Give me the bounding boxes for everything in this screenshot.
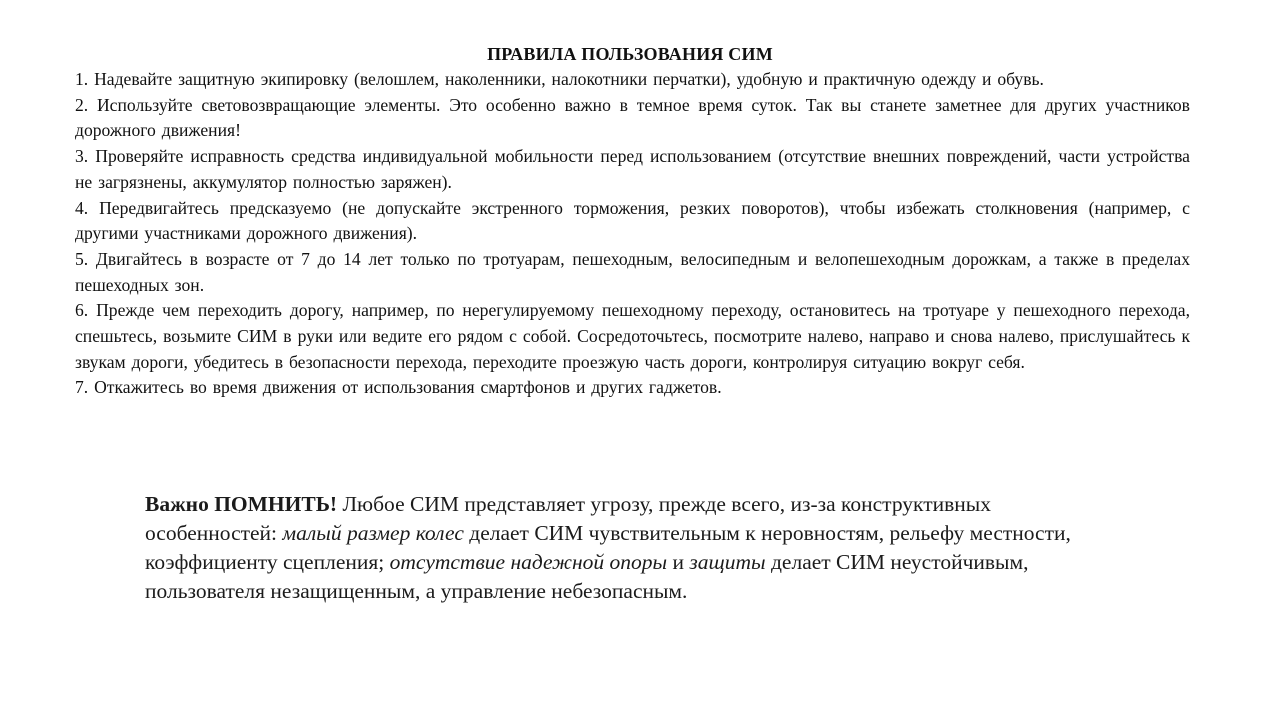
rule-item-2: 2. Используйте световозвращающие элементы. Это особенно важно в темное время суток. Так вы станете заметнее для других участников дорожного движения!: [75, 94, 1190, 141]
rule-item-1: 1. Надевайте защитную экипировку (велошлем, наколенники, налокотники перчатки), удобную и практичную одежду и обувь.: [75, 69, 1044, 89]
note-text-4: делает СИМ неустойчивым, пользователя незащищенным, а управление небезопасным.: [145, 550, 1029, 603]
important-note: [145, 490, 1100, 606]
note-italic-1: малый размер колес: [282, 521, 464, 545]
page-title: ПРАВИЛА ПОЛЬЗОВАНИЯ СИМ: [487, 44, 773, 64]
note-text-3: и: [667, 550, 690, 574]
note-italic-3: защиты: [689, 550, 766, 574]
note-text-1: Любое СИМ представляет угрозу, прежде всего, из-за конструктивных особенностей:: [145, 492, 991, 545]
note-italic-2: отсутствие надежной опоры: [389, 550, 668, 574]
note-lead: Важно ПОМНИТЬ!: [145, 492, 338, 516]
rules-list: [75, 67, 1190, 401]
rule-item-6: 6. Прежде чем переходить дорогу, например, по нерегулируемому пешеходному переходу, остановитесь на тротуаре у пешеходного перехода, спешьтесь, возьмите СИМ в руки или ведите его рядом с собой. Сосредоточьтесь, посмотрите налево, направо и снова налево, прислушайтесь к звукам дороги, убедитесь в безопасности перехода, переходите проезжую часть дороги, контролируя ситуацию вокруг себя.: [75, 300, 1190, 372]
rule-item-3: 3. Проверяйте исправность средства индивидуальной мобильности перед использованием (отсутствие внешних повреждений, части устройства не загрязнены, аккумулятор полностью заряжен).: [75, 146, 1190, 192]
rule-item-7: 7. Откажитесь во время движения от использования смартфонов и других гаджетов.: [75, 377, 722, 398]
rule-item-4: 4. Передвигайтесь предсказуемо (не допускайте экстренного торможения, резких поворотов), чтобы избежать столкновения (например, с другими участниками дорожного движения).: [75, 197, 1190, 244]
note-text-2: делает СИМ чувствительным к неровностям, рельефу местности, коэффициенту сцепления;: [145, 521, 1071, 574]
rule-item-5: 5. Двигайтесь в возрасте от 7 до 14 лет только по тротуарам, пешеходным, велосипедным и велопешеходным дорожкам, а также в пределах пешеходных зон.: [75, 248, 1190, 295]
